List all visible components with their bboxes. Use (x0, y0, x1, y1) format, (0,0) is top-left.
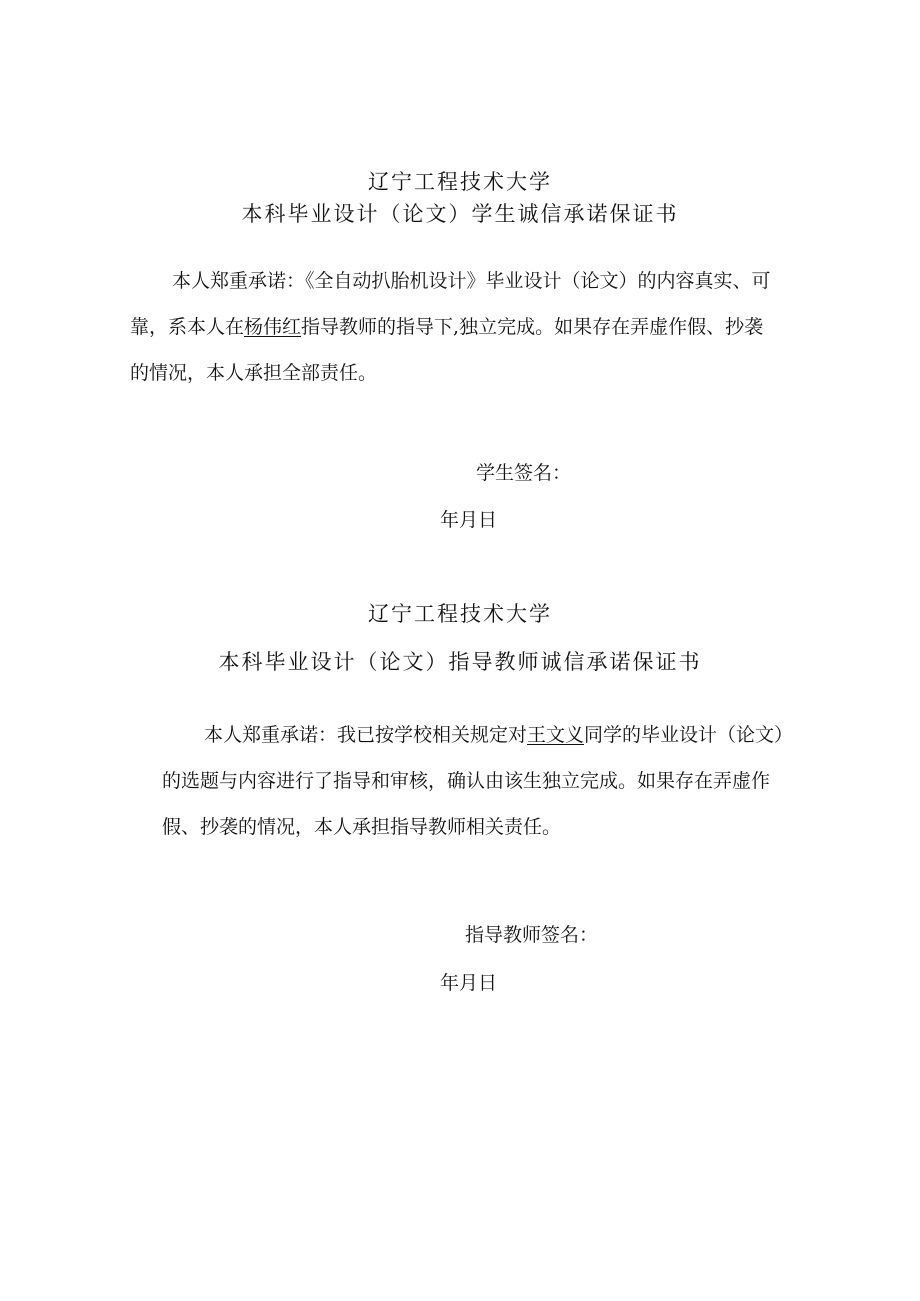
student-name: 王文义 (527, 724, 585, 746)
advisor-pledge-line-1 (162, 712, 842, 758)
advisor-pledge-body (162, 712, 842, 850)
student-date-label: 年月日 (440, 509, 498, 531)
student-pledge-line-2-end: 指导教师的指导下,独立完成。如果存在弄虚作假、抄袭 (301, 316, 764, 338)
advisor-signature-label: 指导教师签名： (465, 924, 599, 946)
student-pledge-line-2-start: 靠，系本人在 (130, 316, 245, 338)
student-pledge-title: 本科毕业设计（论文）学生诚信承诺保证书 (241, 202, 679, 226)
advisor-date-label: 年月日 (440, 972, 498, 994)
student-signature-label: 学生签名： (476, 462, 572, 484)
advisor-name: 杨伟红 (244, 316, 302, 338)
student-pledge-body (130, 258, 810, 396)
advisor-pledge-line-2: 的选题与内容进行了指导和审核，确认由该生独立完成。如果存在弄虚作 (162, 770, 771, 792)
advisor-pledge-line-1-start: 本人郑重承诺：我已按学校相关规定对 (204, 724, 528, 746)
advisor-school-name: 辽宁工程技术大学 (368, 602, 552, 626)
student-pledge-line-2 (130, 304, 810, 350)
advisor-pledge-line-1-end: 同学的毕业设计（论文） (584, 724, 794, 746)
student-pledge-line-1: 本人郑重承诺：《全自动扒胎机设计》毕业设计（论文）的内容真实、可 (172, 270, 771, 292)
advisor-pledge-line-3: 假、抄袭的情况，本人承担指导教师相关责任。 (162, 816, 562, 838)
student-school-name: 辽宁工程技术大学 (368, 170, 552, 194)
advisor-pledge-title: 本科毕业设计（论文）指导教师诚信承诺保证书 (218, 650, 702, 674)
student-pledge-line-3: 的情况，本人承担全部责任。 (130, 362, 378, 384)
